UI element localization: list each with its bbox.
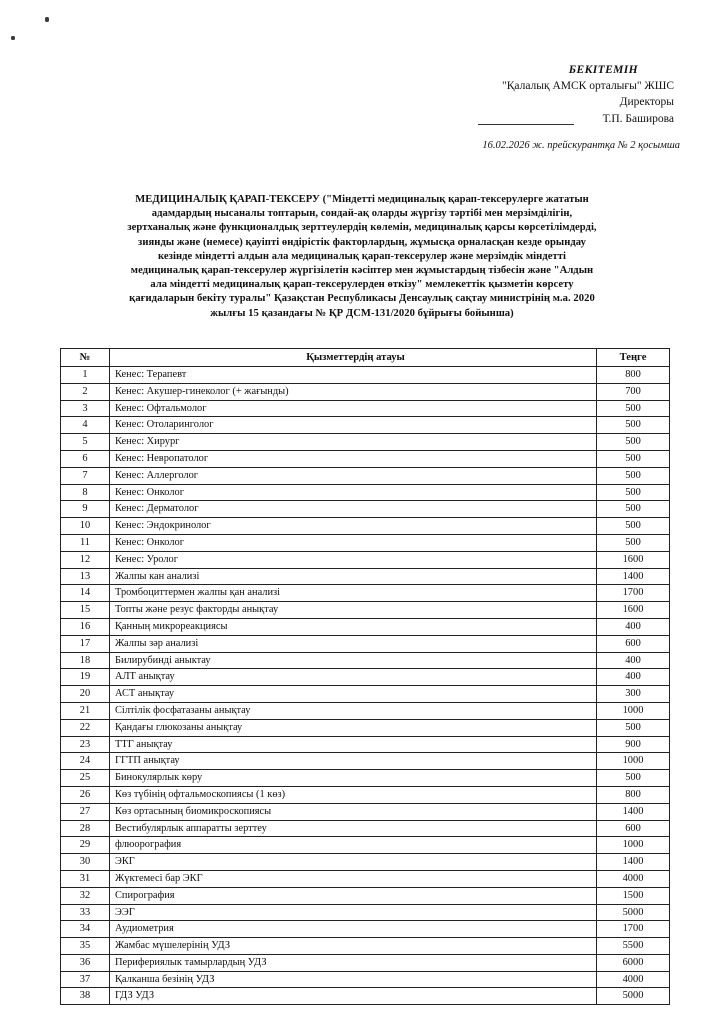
cell-number: 9: [61, 501, 110, 518]
cell-service-name: ЭКГ: [110, 854, 597, 871]
cell-service-name: флюорография: [110, 837, 597, 854]
approval-block: [400, 62, 680, 127]
cell-number: 25: [61, 770, 110, 787]
table-body: [61, 367, 670, 1005]
cell-service-name: ГГТП анықтау: [110, 753, 597, 770]
cell-price: 600: [597, 820, 670, 837]
cell-service-name: Кенес: Уролог: [110, 551, 597, 568]
table-row: [61, 904, 670, 921]
cell-number: 10: [61, 518, 110, 535]
table-row: [61, 669, 670, 686]
cell-price: 500: [597, 518, 670, 535]
title-line: қағидаларын бекіту туралы" Қазақстан Республикасы Денсаулық сақтау министрінің м.а. 2020: [129, 293, 595, 305]
cell-number: 13: [61, 568, 110, 585]
cell-service-name: Көз ортасының биомикроскопиясы: [110, 803, 597, 820]
cell-number: 11: [61, 534, 110, 551]
column-header-price: Теңге: [597, 349, 670, 367]
cell-service-name: Бинокулярлык көру: [110, 770, 597, 787]
cell-number: 2: [61, 383, 110, 400]
column-header-service-name: Қызметтердің атауы: [110, 349, 597, 367]
cell-price: 500: [597, 484, 670, 501]
cell-service-name: Перифериялык тамырлардың УДЗ: [110, 954, 597, 971]
cell-price: 5500: [597, 938, 670, 955]
annex-note: 16.02.2026 ж. прейскурантқа № 2 қосымша: [482, 140, 680, 151]
cell-price: 800: [597, 367, 670, 384]
table-row: [61, 367, 670, 384]
cell-number: 15: [61, 602, 110, 619]
scan-speckle-icon: [11, 36, 15, 40]
cell-price: 500: [597, 719, 670, 736]
table-header-row: [61, 349, 670, 367]
signature-line: [478, 124, 574, 125]
cell-price: 1400: [597, 854, 670, 871]
cell-number: 12: [61, 551, 110, 568]
cell-number: 22: [61, 719, 110, 736]
cell-price: 1000: [597, 753, 670, 770]
cell-price: 1700: [597, 585, 670, 602]
cell-price: 400: [597, 618, 670, 635]
cell-price: 500: [597, 501, 670, 518]
cell-price: 500: [597, 467, 670, 484]
title-line: зертханалық және функционалдық зерттеулердің көлемін, медициналық қарсы көрсетілімдерді,: [127, 222, 597, 234]
cell-number: 1: [61, 367, 110, 384]
cell-price: 1500: [597, 887, 670, 904]
cell-price: 1400: [597, 803, 670, 820]
cell-service-name: Жалпы зәр анализі: [110, 635, 597, 652]
table-row: [61, 417, 670, 434]
cell-service-name: ГДЗ УДЗ: [110, 988, 597, 1005]
table-row: [61, 585, 670, 602]
cell-service-name: Кенес: Акушер-гинеколог (+ жағынды): [110, 383, 597, 400]
cell-service-name: ТТГ анықтау: [110, 736, 597, 753]
cell-service-name: Кенес: Невропатолог: [110, 450, 597, 467]
cell-service-name: Кенес: Дерматолог: [110, 501, 597, 518]
table-row: [61, 786, 670, 803]
cell-service-name: АСТ анықтау: [110, 686, 597, 703]
cell-price: 1000: [597, 837, 670, 854]
title-line: кезінде міндетті алдын ала медициналық қарап-тексерулер және мерзімдік міндетті: [158, 250, 566, 262]
table-row: [61, 971, 670, 988]
cell-number: 24: [61, 753, 110, 770]
cell-price: 500: [597, 400, 670, 417]
cell-number: 29: [61, 837, 110, 854]
cell-number: 7: [61, 467, 110, 484]
table-row: [61, 534, 670, 551]
table-row: [61, 551, 670, 568]
title-line: медициналық қарап-тексерулер жүргізілетін кәсіптер мен жұмыстардың тізбесін және "Алдын: [130, 265, 594, 277]
table-row: [61, 938, 670, 955]
cell-price: 500: [597, 534, 670, 551]
title-line: зиянды және (немесе) қауіпті өндірістік факторлардың, жұмысқа орналасқан кезде орындау: [138, 236, 586, 248]
cell-number: 5: [61, 434, 110, 451]
column-header-number: №: [61, 349, 110, 367]
cell-number: 17: [61, 635, 110, 652]
title-line: жылғы 15 қазандағы № ҚР ДСМ-131/2020 бұйрығы бойынша): [210, 307, 514, 319]
title-line: ала міндетті медициналық қарап-тексерулерден өткізу" мемлекеттік қызметін көрсету: [150, 279, 574, 291]
cell-price: 700: [597, 383, 670, 400]
table-row: [61, 434, 670, 451]
table-row: [61, 870, 670, 887]
cell-price: 5000: [597, 988, 670, 1005]
cell-price: 500: [597, 770, 670, 787]
cell-service-name: Қандағы глюкозаны анықтау: [110, 719, 597, 736]
cell-service-name: Қалканша безінің УДЗ: [110, 971, 597, 988]
price-list-table: [60, 348, 670, 1005]
cell-price: 800: [597, 786, 670, 803]
cell-service-name: Билирубинді аныктау: [110, 652, 597, 669]
cell-price: 300: [597, 686, 670, 703]
cell-number: 20: [61, 686, 110, 703]
cell-price: 500: [597, 450, 670, 467]
cell-number: 33: [61, 904, 110, 921]
cell-number: 28: [61, 820, 110, 837]
cell-number: 14: [61, 585, 110, 602]
cell-service-name: Вестибулярлык аппаратты зерттеу: [110, 820, 597, 837]
cell-price: 500: [597, 417, 670, 434]
cell-price: 400: [597, 652, 670, 669]
table-row: [61, 618, 670, 635]
cell-service-name: Кенес: Хирург: [110, 434, 597, 451]
table-row: [61, 921, 670, 938]
cell-service-name: Сілтілік фосфатазаны анықтау: [110, 702, 597, 719]
cell-number: 21: [61, 702, 110, 719]
cell-price: 1600: [597, 602, 670, 619]
cell-price: 6000: [597, 954, 670, 971]
table-row: [61, 719, 670, 736]
cell-number: 23: [61, 736, 110, 753]
table-head: [61, 349, 670, 367]
table-row: [61, 400, 670, 417]
cell-service-name: Топты және резус факторды анықтау: [110, 602, 597, 619]
scan-speckle-icon: [45, 17, 49, 22]
cell-number: 32: [61, 887, 110, 904]
cell-service-name: Жүктемесі бар ЭКГ: [110, 870, 597, 887]
table-row: [61, 820, 670, 837]
signature-row: [400, 110, 680, 127]
table-row: [61, 518, 670, 535]
approval-heading: БЕКІТЕМІН: [568, 64, 638, 76]
cell-service-name: Жалпы кан анализі: [110, 568, 597, 585]
table-row: [61, 635, 670, 652]
approval-position: Директоры: [619, 96, 674, 108]
cell-price: 1600: [597, 551, 670, 568]
cell-service-name: АЛТ анықтау: [110, 669, 597, 686]
cell-service-name: ЭЭГ: [110, 904, 597, 921]
cell-service-name: Спирография: [110, 887, 597, 904]
table-row: [61, 383, 670, 400]
cell-price: 1700: [597, 921, 670, 938]
cell-service-name: Кенес: Онколог: [110, 534, 597, 551]
cell-number: 27: [61, 803, 110, 820]
table-row: [61, 568, 670, 585]
approval-organization: "Қалалық АМСК орталығы" ЖШС: [502, 80, 674, 92]
table-row: [61, 501, 670, 518]
table-row: [61, 652, 670, 669]
cell-number: 30: [61, 854, 110, 871]
table-row: [61, 887, 670, 904]
cell-service-name: Кенес: Эндокринолог: [110, 518, 597, 535]
table-row: [61, 736, 670, 753]
cell-service-name: Тромбоциттермен жалпы қан анализі: [110, 585, 597, 602]
cell-number: 35: [61, 938, 110, 955]
table-row: [61, 854, 670, 871]
title-line: адамдардың нысаналы топтарын, сондай-ақ оларды жүргізу тәртібі мен мерзімділігін,: [151, 208, 573, 220]
table-row: [61, 702, 670, 719]
cell-number: 16: [61, 618, 110, 635]
table-row: [61, 450, 670, 467]
cell-number: 8: [61, 484, 110, 501]
cell-number: 34: [61, 921, 110, 938]
cell-number: 36: [61, 954, 110, 971]
table-row: [61, 988, 670, 1005]
table-row: [61, 753, 670, 770]
cell-price: 5000: [597, 904, 670, 921]
cell-number: 31: [61, 870, 110, 887]
cell-service-name: Кенес: Терапевт: [110, 367, 597, 384]
cell-service-name: Көз түбінің офтальмоскопиясы (1 көз): [110, 786, 597, 803]
table-row: [61, 803, 670, 820]
cell-service-name: Қанның микрореакциясы: [110, 618, 597, 635]
cell-service-name: Аудиометрия: [110, 921, 597, 938]
cell-number: 18: [61, 652, 110, 669]
page-title: [112, 193, 612, 321]
cell-number: 3: [61, 400, 110, 417]
cell-price: 4000: [597, 870, 670, 887]
cell-price: 900: [597, 736, 670, 753]
table-row: [61, 686, 670, 703]
cell-price: 400: [597, 669, 670, 686]
table-row: [61, 954, 670, 971]
cell-price: 1000: [597, 702, 670, 719]
cell-number: 6: [61, 450, 110, 467]
cell-number: 4: [61, 417, 110, 434]
cell-service-name: Кенес: Аллерголог: [110, 467, 597, 484]
cell-number: 19: [61, 669, 110, 686]
cell-number: 37: [61, 971, 110, 988]
cell-service-name: Кенес: Отоларинголог: [110, 417, 597, 434]
table-row: [61, 467, 670, 484]
signature-name: Т.П. Баширова: [602, 113, 674, 125]
title-line: МЕДИЦИНАЛЫҚ ҚАРАП-ТЕКСЕРУ ("Міндетті медициналық қарап-тексерулерге жататын: [135, 194, 589, 205]
table-row: [61, 770, 670, 787]
cell-price: 1400: [597, 568, 670, 585]
cell-service-name: Кенес: Онколог: [110, 484, 597, 501]
cell-number: 26: [61, 786, 110, 803]
table-row: [61, 484, 670, 501]
table-row: [61, 602, 670, 619]
cell-service-name: Жамбас мүшелерінің УДЗ: [110, 938, 597, 955]
cell-service-name: Кенес: Офтальмолог: [110, 400, 597, 417]
table-row: [61, 837, 670, 854]
cell-price: 600: [597, 635, 670, 652]
cell-number: 38: [61, 988, 110, 1005]
cell-price: 4000: [597, 971, 670, 988]
cell-price: 500: [597, 434, 670, 451]
